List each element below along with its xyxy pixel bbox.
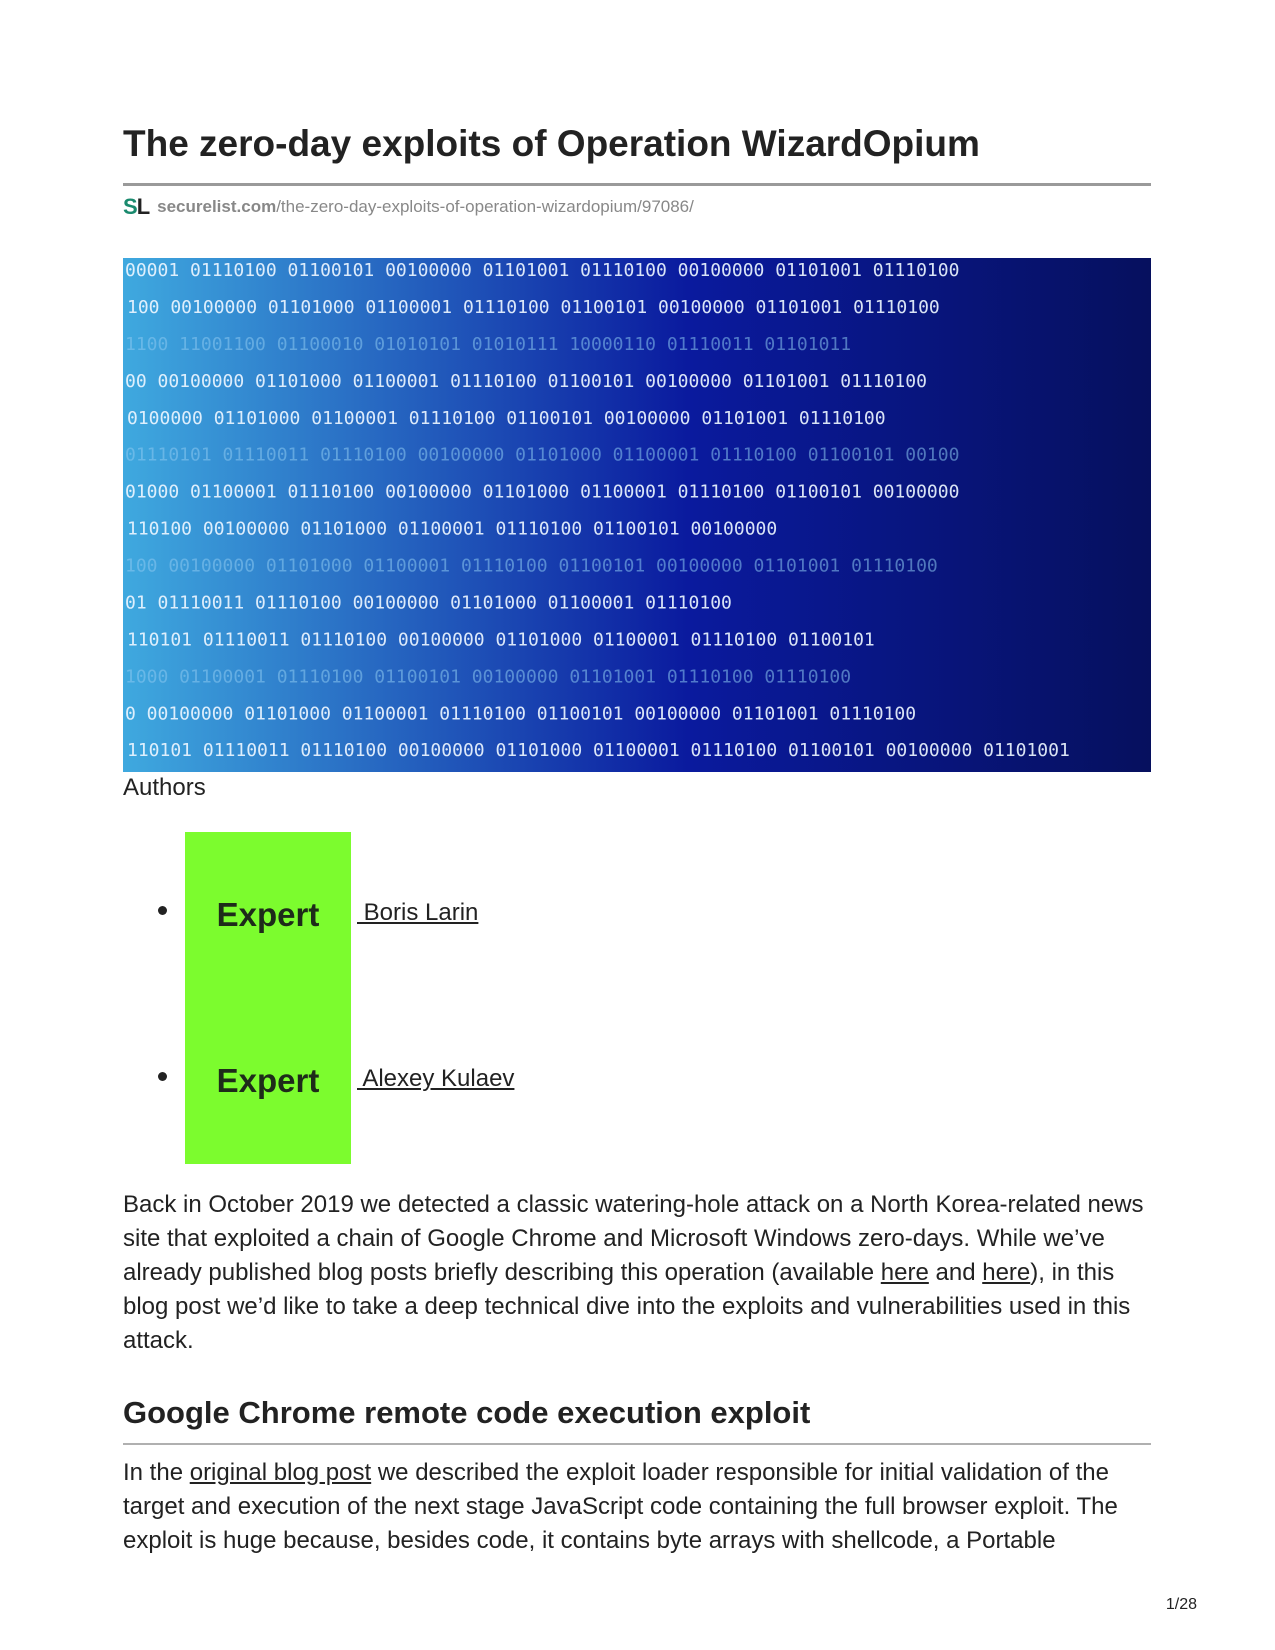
section-text-2: we described the exploit loader responsible for initial validation of the target and execution of the next stage JavaScript code containing the full browser exploit. The exploit is huge because, besides code, it contains byte arrays with shellcode, a Portable — [123, 1459, 1118, 1554]
binary-code-banner-image — [123, 258, 1151, 772]
binary-text-line: 1000 01100001 01110100 01100101 00100000 01101001 01110100 01110100 — [125, 666, 852, 688]
binary-text-line: 110101 01110011 01110100 00100000 01101000 01100001 01110100 01100101 00100000 01101001 — [127, 740, 1070, 762]
title-divider — [123, 183, 1151, 186]
bullet-icon — [158, 1072, 167, 1081]
original-blog-post-link[interactable]: original blog post — [189, 1459, 372, 1486]
binary-text-line: 110101 01110011 01110100 00100000 01101000 01100001 01110100 01100101 — [127, 629, 875, 651]
intro-text-1: Back in October 2019 we detected a classic watering-hole attack on a North Korea-related news site that exploited a chain of Google Chrome and Microsoft Windows zero-days. While we’ve already published blog posts briefly describing this operation (available — [123, 1191, 1144, 1286]
author-item — [123, 998, 723, 1164]
article-title: The zero-day exploits of Operation WizardOpium — [123, 123, 980, 164]
author-link-alexey-kulaev[interactable]: Alexey Kulaev — [357, 1065, 515, 1092]
binary-text-line: 100 00100000 01101000 01100001 01110100 01100101 00100000 01101001 01110100 — [125, 555, 938, 577]
source-path[interactable]: /the-zero-day-exploits-of-operation-wizardopium/97086/ — [276, 197, 694, 216]
intro-text-2: and — [928, 1259, 983, 1286]
intro-text-3: ), in this blog post we’d like to take a deep technical dive into the exploits and vulnerabilities used in this attack. — [123, 1259, 1131, 1354]
here-link-1[interactable]: here — [880, 1259, 929, 1286]
section-divider — [123, 1443, 1151, 1445]
binary-text-line: 00001 01110100 01100101 00100000 01101001 01110100 00100000 01101001 01110100 — [125, 260, 960, 281]
author-item — [123, 832, 723, 998]
logo-letter-l: L — [136, 194, 150, 219]
page-number: 1/28 — [1165, 1596, 1197, 1613]
binary-text-line: 01000 01100001 01110100 00100000 01101000 01100001 01110100 01100101 00100000 — [125, 481, 960, 503]
binary-text-line: 0100000 01101000 01100001 01110100 01100101 00100000 01101001 01110100 — [127, 407, 886, 429]
bullet-icon — [158, 906, 167, 915]
binary-text-line: 1100 11001100 01100010 01010101 01010111 10000110 01110011 01101011 — [125, 333, 852, 355]
authors-label: Authors — [123, 774, 206, 801]
securelist-logo-icon — [123, 194, 149, 220]
section-paragraph — [123, 1456, 1151, 1558]
source-line — [123, 195, 694, 219]
section-text-1: In the — [123, 1459, 190, 1486]
here-link-2[interactable]: here — [982, 1259, 1031, 1286]
author-link-boris-larin[interactable]: Boris Larin — [357, 899, 479, 926]
binary-text-line: 01110101 01110011 01110100 00100000 01101000 01100001 01110100 01100101 00100 — [125, 444, 960, 466]
badge-text: Expert — [216, 896, 320, 933]
source-domain[interactable]: securelist.com — [157, 197, 277, 216]
binary-text-line: 110100 00100000 01101000 01100001 01110100 01100101 00100000 — [127, 518, 778, 540]
section-heading: Google Chrome remote code execution exploit — [123, 1395, 811, 1430]
expert-badge-image — [185, 832, 351, 998]
logo-letter-s: S — [123, 194, 137, 219]
badge-text: Expert — [216, 1062, 320, 1099]
binary-text-line: 100 00100000 01101000 01100001 01110100 01100101 00100000 01101001 01110100 — [127, 296, 940, 318]
hero-svg — [123, 258, 1151, 772]
binary-text-line: 01 01110011 01110100 00100000 01101000 01100001 01110100 — [125, 592, 732, 614]
binary-text-line: 00 00100000 01101000 01100001 01110100 01100101 00100000 01101001 01110100 — [125, 370, 927, 392]
binary-text-line: 0 00100000 01101000 01100001 01110100 01100101 00100000 01101001 01110100 — [125, 703, 917, 725]
expert-badge-image — [185, 998, 351, 1164]
intro-paragraph — [123, 1188, 1151, 1358]
